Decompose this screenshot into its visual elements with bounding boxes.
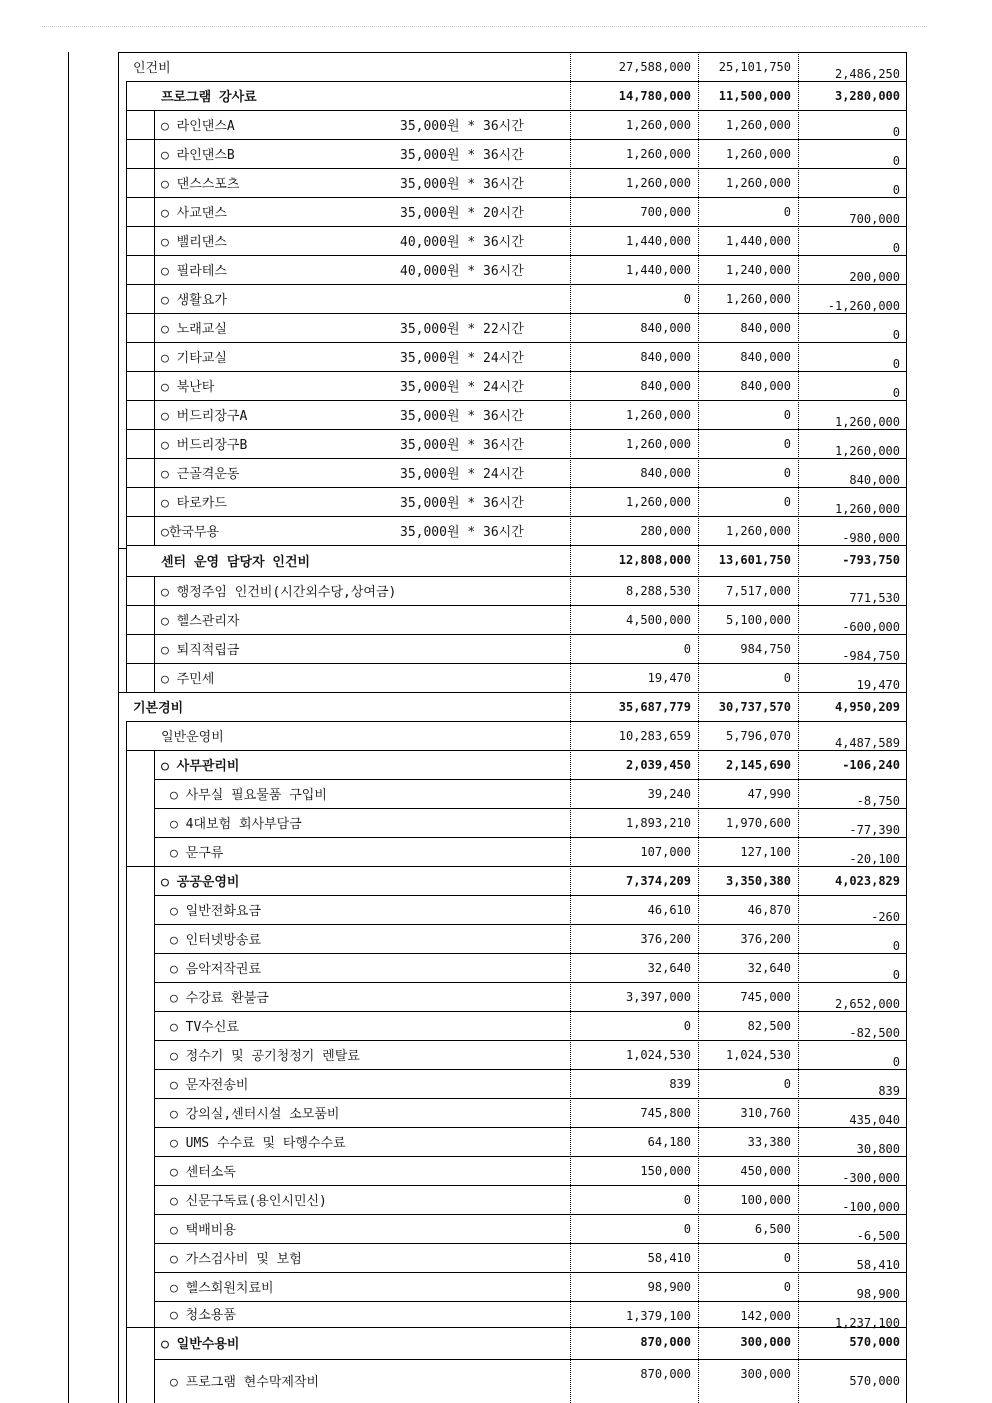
previous-amount: 1,440,000 <box>725 234 791 248</box>
difference-amount: 1,237,100 <box>834 1316 900 1330</box>
previous-amount: 5,796,070 <box>725 729 791 743</box>
row-divider <box>154 1243 906 1244</box>
row-divider <box>118 52 906 53</box>
difference-amount: 58,410 <box>856 1258 900 1272</box>
row-divider <box>126 168 906 169</box>
difference-amount: 4,950,209 <box>834 700 900 714</box>
previous-amount: 0 <box>783 495 791 509</box>
row-rate-detail: 35,000원 * 36시간 <box>400 119 524 134</box>
row-rate-detail: 35,000원 * 36시간 <box>400 409 524 424</box>
row-rate-detail: 35,000원 * 20시간 <box>400 206 524 221</box>
difference-amount: -600,000 <box>842 620 900 634</box>
page-top-dotted-rule <box>42 26 927 27</box>
row-divider <box>126 342 906 343</box>
budget-amount: 0 <box>683 642 691 656</box>
previous-amount: 450,000 <box>740 1164 791 1178</box>
row-label: ○ 헬스관리자 <box>161 614 240 629</box>
row-divider <box>126 866 906 867</box>
row-divider <box>118 692 906 693</box>
outer-left-border <box>68 52 69 1403</box>
difference-amount: 4,023,829 <box>834 874 900 888</box>
row-divider <box>126 197 906 198</box>
row-divider <box>126 721 906 722</box>
row-rate-detail: 35,000원 * 24시간 <box>400 351 524 366</box>
difference-amount: -984,750 <box>842 649 900 663</box>
difference-amount: 0 <box>892 183 900 197</box>
row-label: ○ 라인댄스B <box>161 148 235 163</box>
row-rate-detail: 35,000원 * 36시간 <box>400 525 524 540</box>
budget-amount: 1,260,000 <box>625 437 691 451</box>
previous-amount: 82,500 <box>747 1019 791 1033</box>
row-divider <box>154 837 906 838</box>
difference-amount: 570,000 <box>849 1335 900 1349</box>
row-label: ○ 댄스스포츠 <box>161 177 240 192</box>
row-label: 인건비 <box>133 61 171 76</box>
budget-amount: 1,260,000 <box>625 408 691 422</box>
row-divider <box>126 1327 906 1328</box>
row-label: 센터 운영 담당자 인건비 <box>161 555 311 570</box>
row-label: ○ 노래교실 <box>161 322 227 337</box>
budget-amount: 1,440,000 <box>625 263 691 277</box>
difference-amount: 4,487,589 <box>834 736 900 750</box>
row-label: ○ 인터넷방송료 <box>170 933 262 948</box>
previous-amount: 127,100 <box>740 845 791 859</box>
row-divider <box>154 1011 906 1012</box>
previous-amount: 46,870 <box>747 903 791 917</box>
previous-amount: 1,260,000 <box>725 147 791 161</box>
budget-amount: 1,024,530 <box>625 1048 691 1062</box>
difference-amount: 2,486,250 <box>834 67 900 81</box>
row-label: ○ 라인댄스A <box>161 119 235 134</box>
row-label: ○ 택배비용 <box>170 1223 236 1238</box>
previous-amount: 1,024,530 <box>725 1048 791 1062</box>
difference-amount: 0 <box>892 125 900 139</box>
previous-amount: 0 <box>783 466 791 480</box>
row-rate-detail: 40,000원 * 36시간 <box>400 264 524 279</box>
difference-amount: 0 <box>892 154 900 168</box>
previous-amount: 7,517,000 <box>725 584 791 598</box>
row-divider <box>154 779 906 780</box>
row-label: ○ 헬스회원치료비 <box>170 1281 274 1296</box>
previous-amount: 142,000 <box>740 1309 791 1323</box>
row-divider <box>126 226 906 227</box>
previous-amount: 376,200 <box>740 932 791 946</box>
difference-amount: -106,240 <box>842 758 900 772</box>
row-label: 프로그램 강사료 <box>161 90 257 105</box>
budget-amount: 0 <box>683 292 691 306</box>
budget-amount: 1,440,000 <box>625 234 691 248</box>
difference-amount: -300,000 <box>842 1171 900 1185</box>
difference-amount: 570,000 <box>849 1374 900 1388</box>
row-label: ○ 강의실,센터시설 소모품비 <box>170 1107 340 1122</box>
difference-amount: -1,260,000 <box>827 299 900 313</box>
budget-amount: 2,039,450 <box>625 758 691 772</box>
previous-amount: 0 <box>783 1077 791 1091</box>
row-rate-detail: 35,000원 * 36시간 <box>400 177 524 192</box>
budget-amount: 150,000 <box>640 1164 691 1178</box>
row-divider <box>126 255 906 256</box>
previous-amount: 11,500,000 <box>718 89 791 103</box>
row-label: ○ 가스검사비 및 보험 <box>170 1252 302 1267</box>
difference-amount: 0 <box>892 386 900 400</box>
row-label: ○ 일반전화요금 <box>170 904 262 919</box>
row-label: ○ 기타교실 <box>161 351 227 366</box>
row-label: ○ 신문구독료(용인시민신) <box>170 1194 327 1209</box>
budget-amount: 1,260,000 <box>625 118 691 132</box>
budget-amount: 1,893,210 <box>625 816 691 830</box>
row-rate-detail: 40,000원 * 36시간 <box>400 235 524 250</box>
row-divider <box>126 371 906 372</box>
previous-amount: 3,350,380 <box>725 874 791 888</box>
budget-amount: 4,500,000 <box>625 613 691 627</box>
row-rate-detail: 35,000원 * 36시간 <box>400 148 524 163</box>
row-label: 기본경비 <box>133 701 184 716</box>
row-divider <box>126 576 906 577</box>
difference-amount: 1,260,000 <box>834 415 900 429</box>
previous-amount: 0 <box>783 671 791 685</box>
difference-amount: 0 <box>892 241 900 255</box>
row-label: ○ 북난타 <box>161 380 215 395</box>
previous-amount: 310,760 <box>740 1106 791 1120</box>
row-divider <box>126 284 906 285</box>
level2-left-border <box>154 110 155 545</box>
budget-amount: 7,374,209 <box>625 874 691 888</box>
budget-amount: 870,000 <box>640 1367 691 1381</box>
row-divider <box>154 1301 906 1302</box>
previous-amount: 13,601,750 <box>718 553 791 567</box>
row-label: ○ 사무관리비 <box>161 759 240 774</box>
difference-amount: 0 <box>892 968 900 982</box>
previous-amount: 0 <box>783 437 791 451</box>
row-label: 일반운영비 <box>161 730 224 745</box>
row-label: ○ 센터소독 <box>170 1165 236 1180</box>
budget-amount: 0 <box>683 1193 691 1207</box>
budget-amount: 107,000 <box>640 845 691 859</box>
difference-amount: -20,100 <box>849 852 900 866</box>
previous-amount: 30,737,570 <box>718 700 791 714</box>
row-divider <box>154 1214 906 1215</box>
row-divider <box>126 545 906 546</box>
row-label: ○ 문자전송비 <box>170 1078 249 1093</box>
budget-amount: 98,900 <box>647 1280 691 1294</box>
row-label: ○ 프로그램 현수막제작비 <box>170 1375 320 1390</box>
difference-amount: -6,500 <box>856 1229 900 1243</box>
row-divider <box>154 1040 906 1041</box>
budget-amount: 280,000 <box>640 524 691 538</box>
row-divider <box>126 110 906 111</box>
budget-amount: 32,640 <box>647 961 691 975</box>
difference-amount: 840,000 <box>849 473 900 487</box>
difference-amount: 3,280,000 <box>834 89 900 103</box>
row-label: ○ 4대보험 회사부담금 <box>170 817 302 832</box>
previous-amount: 984,750 <box>740 642 791 656</box>
row-divider <box>154 1359 906 1360</box>
row-divider <box>154 953 906 954</box>
row-divider <box>126 516 906 517</box>
previous-amount: 745,000 <box>740 990 791 1004</box>
budget-amount: 35,687,779 <box>618 700 691 714</box>
previous-amount: 25,101,750 <box>718 60 791 74</box>
row-divider <box>126 81 906 82</box>
row-label: ○ 버드리장구B <box>161 438 248 453</box>
budget-amount: 19,470 <box>647 671 691 685</box>
level1-left-border <box>126 81 127 692</box>
previous-amount: 840,000 <box>740 350 791 364</box>
row-label: ○ 공공운영비 <box>161 875 240 890</box>
previous-amount: 300,000 <box>740 1367 791 1381</box>
previous-amount: 0 <box>783 1251 791 1265</box>
row-label: ○ 필라테스 <box>161 264 227 279</box>
row-divider <box>126 139 906 140</box>
previous-amount: 1,260,000 <box>725 118 791 132</box>
previous-amount: 1,970,600 <box>725 816 791 830</box>
budget-amount: 840,000 <box>640 379 691 393</box>
row-rate-detail: 35,000원 * 36시간 <box>400 438 524 453</box>
row-divider <box>154 924 906 925</box>
budget-amount: 14,780,000 <box>618 89 691 103</box>
row-label: ○ 퇴직적립금 <box>161 643 240 658</box>
row-divider <box>154 1127 906 1128</box>
previous-amount: 100,000 <box>740 1193 791 1207</box>
budget-amount: 840,000 <box>640 350 691 364</box>
difference-amount: -793,750 <box>842 553 900 567</box>
row-label: ○ 사교댄스 <box>161 206 227 221</box>
row-rate-detail: 35,000원 * 36시간 <box>400 496 524 511</box>
budget-amount: 8,288,530 <box>625 584 691 598</box>
previous-amount: 840,000 <box>740 379 791 393</box>
row-label: ○ 주민세 <box>161 672 215 687</box>
row-label: ○ 일반수용비 <box>161 1337 240 1352</box>
difference-amount: -260 <box>871 910 900 924</box>
previous-amount: 1,260,000 <box>725 176 791 190</box>
budget-amount: 0 <box>683 1222 691 1236</box>
row-divider <box>126 663 906 664</box>
row-label: ○ 청소용품 <box>170 1308 236 1323</box>
difference-amount: 839 <box>878 1084 900 1098</box>
budget-amount: 39,240 <box>647 787 691 801</box>
row-divider <box>126 634 906 635</box>
difference-amount: 0 <box>892 939 900 953</box>
row-divider <box>118 548 126 549</box>
previous-amount: 300,000 <box>740 1335 791 1349</box>
previous-amount: 840,000 <box>740 321 791 335</box>
row-label: ○ 수강료 환불금 <box>170 991 269 1006</box>
previous-amount: 1,260,000 <box>725 292 791 306</box>
row-divider <box>126 605 906 606</box>
difference-amount: 200,000 <box>849 270 900 284</box>
difference-amount: 98,900 <box>856 1287 900 1301</box>
row-divider <box>126 750 906 751</box>
difference-amount: 0 <box>892 357 900 371</box>
row-divider <box>154 1156 906 1157</box>
budget-amount: 840,000 <box>640 321 691 335</box>
budget-amount: 870,000 <box>640 1335 691 1349</box>
budget-amount: 64,180 <box>647 1135 691 1149</box>
budget-amount: 12,808,000 <box>618 553 691 567</box>
row-divider <box>126 400 906 401</box>
row-label: ○ 사무실 필요물품 구입비 <box>170 788 327 803</box>
row-label: ○ TV수신료 <box>170 1020 239 1035</box>
budget-amount: 3,397,000 <box>625 990 691 1004</box>
difference-amount: 2,652,000 <box>834 997 900 1011</box>
budget-amount: 1,260,000 <box>625 176 691 190</box>
level2-left-border <box>154 750 155 1403</box>
budget-amount: 27,588,000 <box>618 60 691 74</box>
level0-left-border <box>118 52 119 1403</box>
previous-amount: 2,145,690 <box>725 758 791 772</box>
row-label: ○ 정수기 및 공기청정기 렌탈료 <box>170 1049 360 1064</box>
row-label: ○ 근골격운동 <box>161 467 240 482</box>
previous-amount: 1,240,000 <box>725 263 791 277</box>
previous-amount: 0 <box>783 408 791 422</box>
budget-amount: 839 <box>669 1077 691 1091</box>
row-label: ○ 생활요가 <box>161 293 227 308</box>
difference-amount: 1,260,000 <box>834 502 900 516</box>
budget-amount: 1,260,000 <box>625 147 691 161</box>
row-divider <box>154 1098 906 1099</box>
row-divider <box>154 895 906 896</box>
row-divider <box>154 808 906 809</box>
difference-amount: -100,000 <box>842 1200 900 1214</box>
table-right-border <box>906 52 907 1403</box>
budget-amount: 1,260,000 <box>625 495 691 509</box>
difference-amount: 19,470 <box>856 678 900 692</box>
difference-amount: -8,750 <box>856 794 900 808</box>
budget-amount: 700,000 <box>640 205 691 219</box>
previous-amount: 5,100,000 <box>725 613 791 627</box>
budget-amount: 376,200 <box>640 932 691 946</box>
row-divider <box>126 458 906 459</box>
difference-amount: 700,000 <box>849 212 900 226</box>
previous-amount: 1,260,000 <box>725 524 791 538</box>
row-label: ○ 행정주임 인건비(시간외수당,상여금) <box>161 585 397 600</box>
row-rate-detail: 35,000원 * 22시간 <box>400 322 524 337</box>
budget-amount: 46,610 <box>647 903 691 917</box>
budget-amount: 745,800 <box>640 1106 691 1120</box>
row-label: ○ 문구류 <box>170 846 224 861</box>
row-divider <box>126 313 906 314</box>
budget-amount: 840,000 <box>640 466 691 480</box>
budget-amount: 1,379,100 <box>625 1309 691 1323</box>
level1-left-border <box>126 721 127 1403</box>
difference-amount: 1,260,000 <box>834 444 900 458</box>
row-label: ○ 타로카드 <box>161 496 227 511</box>
budget-amount: 58,410 <box>647 1251 691 1265</box>
difference-amount: 0 <box>892 328 900 342</box>
row-divider <box>126 487 906 488</box>
row-label: ○ UMS 수수료 및 타행수수료 <box>170 1136 346 1151</box>
row-divider <box>126 429 906 430</box>
difference-amount: 435,040 <box>849 1113 900 1127</box>
difference-amount: -82,500 <box>849 1026 900 1040</box>
previous-amount: 0 <box>783 1280 791 1294</box>
previous-amount: 0 <box>783 205 791 219</box>
previous-amount: 33,380 <box>747 1135 791 1149</box>
difference-amount: 771,530 <box>849 591 900 605</box>
row-divider <box>154 1185 906 1186</box>
row-rate-detail: 35,000원 * 24시간 <box>400 380 524 395</box>
difference-amount: -980,000 <box>842 531 900 545</box>
previous-amount: 47,990 <box>747 787 791 801</box>
budget-amount: 0 <box>683 1019 691 1033</box>
previous-amount: 32,640 <box>747 961 791 975</box>
row-divider <box>154 1069 906 1070</box>
budget-amount: 10,283,659 <box>618 729 691 743</box>
difference-amount: 30,800 <box>856 1142 900 1156</box>
row-divider <box>154 982 906 983</box>
row-label: ○ 음악저작권료 <box>170 962 262 977</box>
row-rate-detail: 35,000원 * 24시간 <box>400 467 524 482</box>
row-label: ○한국무용 <box>161 525 220 540</box>
difference-amount: -77,390 <box>849 823 900 837</box>
row-label: ○ 밸리댄스 <box>161 235 227 250</box>
difference-amount: 0 <box>892 1055 900 1069</box>
row-label: ○ 버드리장구A <box>161 409 248 424</box>
previous-amount: 6,500 <box>754 1222 791 1236</box>
row-divider <box>154 1272 906 1273</box>
